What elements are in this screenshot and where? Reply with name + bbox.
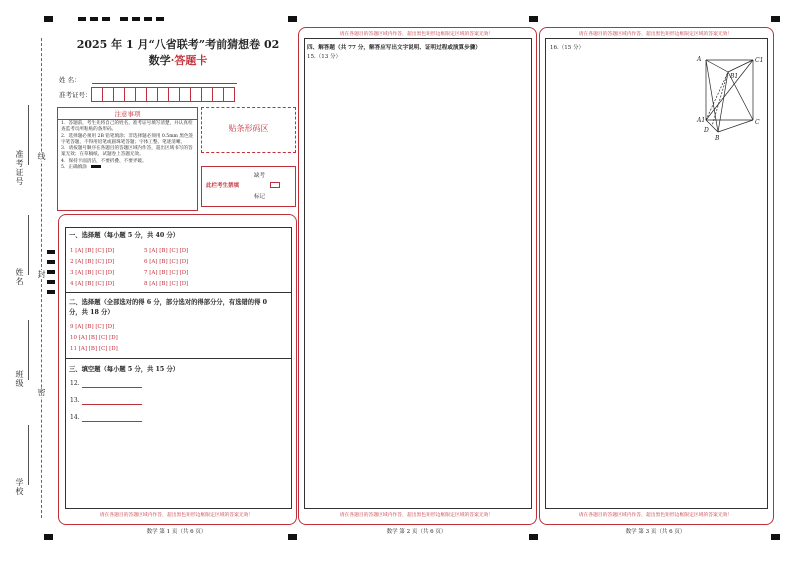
filled-mark-example <box>91 165 101 168</box>
blank-answer-line[interactable] <box>82 421 142 422</box>
seal-char: 封 <box>37 270 46 279</box>
vertex-label: C <box>755 119 760 126</box>
absent-bottom-label: 标记 <box>254 194 266 200</box>
section-divider <box>65 292 292 293</box>
section-title: 三、填空题（每小题 5 分，共 15 分） <box>69 366 180 373</box>
registration-mark <box>47 250 55 254</box>
id-digit-box[interactable] <box>223 87 235 102</box>
name-label: 姓 名： <box>59 76 81 84</box>
blank-answer-line[interactable] <box>82 387 142 388</box>
subtitle-separator: · <box>170 54 175 67</box>
blank-answer-line[interactable] <box>82 404 142 405</box>
registration-mark <box>47 260 55 264</box>
notice-item: 2．选择题必须用 2B 铅笔填涂；非选择题必须用 0.5mm 黑色签字笔答题，不得用铅笔或圆珠笔答题；字体工整、笔迹清晰。 <box>61 133 194 145</box>
vertex-label: B <box>715 135 720 142</box>
section-title-cont: 分，共 18 分） <box>69 309 114 316</box>
id-boxes[interactable] <box>91 87 241 102</box>
seal-char: 线 <box>37 152 46 161</box>
warning-text: 请在各题目的答题区域内作答，超出黑色矩形边框限定区域的答案无效！ <box>578 32 733 37</box>
absent-checkbox[interactable] <box>270 182 280 188</box>
registration-mark <box>102 17 110 21</box>
answer-area[interactable] <box>304 38 532 509</box>
choice-row[interactable]: 5 [A] [B] [C] [D] <box>144 248 189 254</box>
side-underline <box>28 215 29 275</box>
warning-text: 请在各题目的答题区域内作答，超出黑色矩形边框限定区域的答案无效！ <box>99 513 254 518</box>
question-number: 16.（15 分） <box>550 45 584 51</box>
subtitle <box>62 52 294 68</box>
side-underline <box>28 105 29 165</box>
choice-row[interactable]: 6 [A] [B] [C] [D] <box>144 259 189 265</box>
side-underline <box>28 425 29 485</box>
page-footer: 数学 第 3 页（共 6 页） <box>625 529 686 535</box>
vertex-label: B1 <box>730 73 739 80</box>
registration-mark <box>47 290 55 294</box>
registration-mark <box>44 16 53 22</box>
prism-figure <box>695 52 770 142</box>
notice-item: 1．答题前，考生先将自己的姓名，准考证号填写清楚，并认真检查监考员所粘贴的条形码。 <box>61 121 193 133</box>
side-label-school: 学校 <box>15 478 24 496</box>
absent-top-label: 缺考 <box>254 173 266 179</box>
side-label-name: 姓名 <box>15 268 24 286</box>
vertex-label: D <box>704 127 709 134</box>
warning-text: 请在各题目的答题区域内作答，超出黑色矩形边框限定区域的答案无效！ <box>339 513 494 518</box>
registration-mark <box>44 534 53 540</box>
notice-item: 3．请按题号顺序在各题目的答题区域内作答，超出区域书写的答案无效；在草稿纸、试题卷上答题无效。 <box>61 146 193 158</box>
registration-mark <box>78 17 86 21</box>
blank-number: 14. <box>70 414 80 421</box>
absent-label: 此栏考生禁填 <box>206 183 240 189</box>
choice-row[interactable]: 8 [A] [B] [C] [D] <box>144 281 189 287</box>
section-title: 一、选择题（每小题 5 分，共 40 分） <box>69 232 180 239</box>
side-label-class: 班级 <box>15 370 24 388</box>
vertex-label: A1 <box>697 117 706 124</box>
registration-mark <box>132 17 140 21</box>
id-label: 准考证号： <box>59 91 92 99</box>
question-number: 15.（13 分） <box>307 54 341 60</box>
notice-item-fill <box>58 165 197 171</box>
card-label: 答题卡 <box>174 54 208 67</box>
barcode-area <box>201 107 296 153</box>
registration-mark <box>288 16 297 22</box>
page-footer: 数学 第 1 页（共 6 页） <box>146 529 207 535</box>
subject-label: 数学 <box>148 54 171 67</box>
vertex-label: A <box>697 56 702 63</box>
vertex-label: C1 <box>755 57 764 64</box>
registration-mark <box>156 17 164 21</box>
blank-number: 12. <box>70 380 80 387</box>
choice-row[interactable]: 1 [A] [B] [C] [D] <box>70 248 115 254</box>
choice-row[interactable]: 4 [A] [B] [C] [D] <box>70 281 115 287</box>
notice-box <box>57 107 198 211</box>
seal-char: 密 <box>37 388 46 397</box>
registration-mark <box>771 16 780 22</box>
name-field[interactable] <box>92 83 237 84</box>
page-title: 2025 年 1 月“八省联考”考前猜想卷 02 <box>76 38 280 51</box>
notice-title: 注意事项 <box>58 108 197 120</box>
choice-row[interactable]: 2 [A] [B] [C] [D] <box>70 259 115 265</box>
choice-row[interactable]: 9 [A] [B] [C] [D] <box>70 324 115 330</box>
registration-mark <box>529 16 538 22</box>
registration-mark <box>771 534 780 540</box>
notice-item: 4．保持卡面清洁，不要折叠、不要弄破。 <box>61 158 147 164</box>
choice-row[interactable]: 11 [A] [B] [C] [D] <box>70 346 118 352</box>
registration-mark <box>47 270 55 274</box>
page-footer: 数学 第 2 页（共 6 页） <box>386 529 447 535</box>
absent-box <box>201 166 296 207</box>
section-divider <box>65 358 292 359</box>
blank-number: 13. <box>70 397 80 404</box>
section-title: 四、解答题（共 77 分，解答应写出文字说明、证明过程或演算步骤） <box>307 45 481 51</box>
registration-mark <box>120 17 128 21</box>
warning-text: 请在各题目的答题区域内作答，超出黑色矩形边框限定区域的答案无效！ <box>578 513 733 518</box>
choice-row[interactable]: 10 [A] [B] [C] [D] <box>70 335 118 341</box>
registration-mark <box>90 17 98 21</box>
registration-mark <box>144 17 152 21</box>
choice-row[interactable]: 3 [A] [B] [C] [D] <box>70 270 115 276</box>
side-label-id: 准考证号 <box>15 150 24 186</box>
choice-row[interactable]: 7 [A] [B] [C] [D] <box>144 270 189 276</box>
side-underline <box>28 320 29 380</box>
barcode-label: 贴条形码区 <box>228 124 269 133</box>
registration-mark <box>47 280 55 284</box>
notice-item: 5．正确填涂 <box>61 165 87 171</box>
section-title: 二、选择题（全部选对的得 6 分，部分选对的得部分分，有选错的得 0 <box>69 299 267 306</box>
warning-text: 请在各题目的答题区域内作答，超出黑色矩形边框限定区域的答案无效！ <box>339 32 494 37</box>
